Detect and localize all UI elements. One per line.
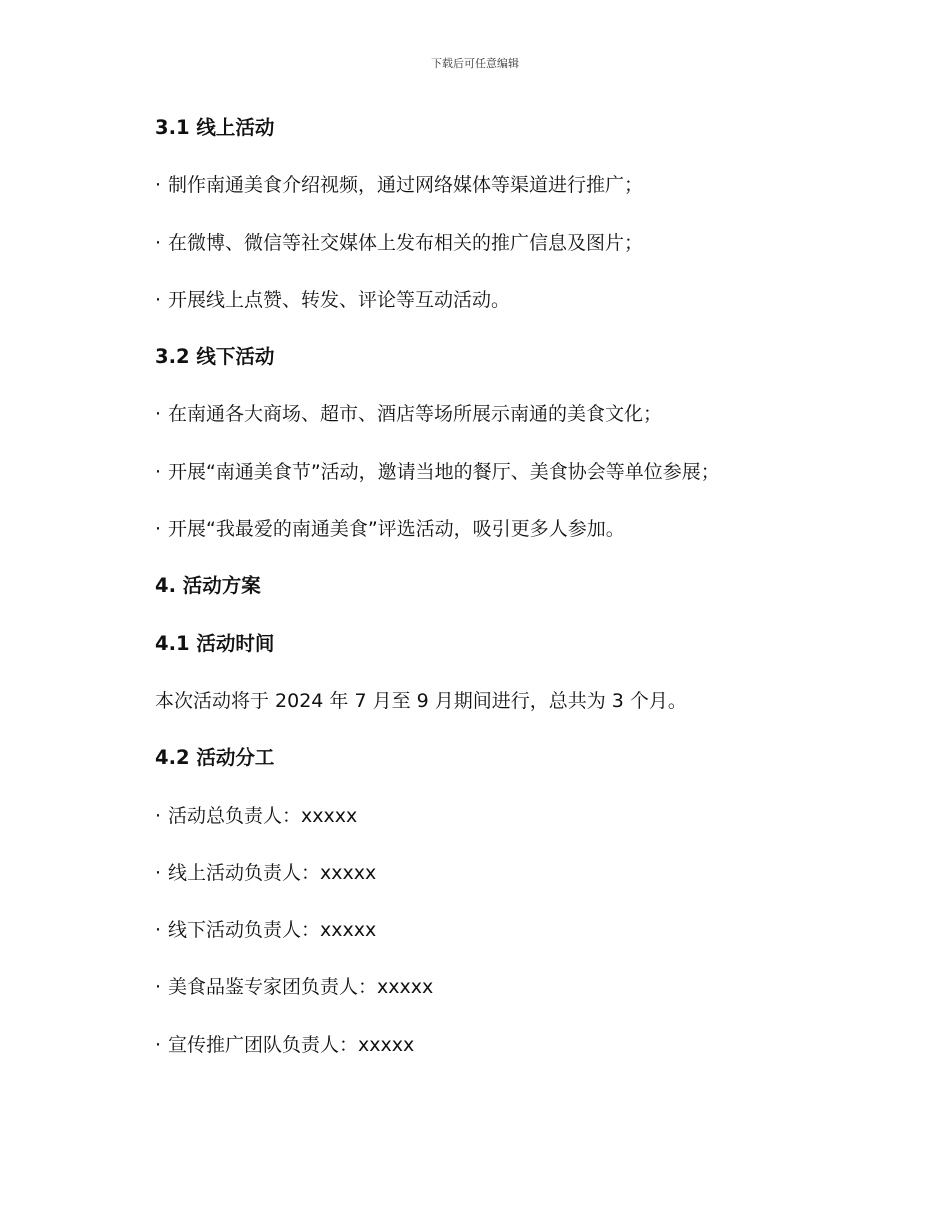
heading-text: 3.2 线下活动 bbox=[155, 345, 275, 369]
page-header-note: 下载后可任意编辑 bbox=[431, 57, 519, 70]
bullet-item bbox=[155, 285, 855, 342]
bullet-item bbox=[155, 1030, 855, 1087]
heading-text: 3.1 线上活动 bbox=[155, 116, 275, 139]
bullet-text: 开展线上点赞、转发、评论等互动活动。 bbox=[168, 288, 511, 311]
heading-text: 4.2 活动分工 bbox=[155, 746, 275, 770]
bullet-dot: · bbox=[155, 804, 162, 827]
heading-text: 4.1 活动时间 bbox=[155, 631, 275, 655]
bullet-dot: · bbox=[155, 174, 162, 197]
bullet-dot: · bbox=[155, 919, 162, 942]
document-body bbox=[155, 113, 855, 1087]
bullet-dot: · bbox=[155, 1033, 162, 1056]
section-heading-4-1 bbox=[155, 629, 855, 686]
bullet-text: 开展“我最爱的南通美食”评选活动，吸引更多人参加。 bbox=[168, 518, 625, 541]
bullet-text: 活动总负责人：xxxxx bbox=[168, 804, 358, 827]
bullet-text: 美食品鉴专家团负责人：xxxxx bbox=[168, 976, 434, 999]
bullet-item bbox=[155, 399, 855, 456]
bullet-dot: · bbox=[155, 231, 162, 254]
bullet-dot: · bbox=[155, 518, 162, 541]
bullet-item bbox=[155, 972, 855, 1029]
paragraph-text bbox=[155, 686, 855, 743]
bullet-item bbox=[155, 457, 855, 514]
section-heading-4-2 bbox=[155, 743, 855, 800]
section-heading-3-2 bbox=[155, 342, 855, 399]
bullet-item bbox=[155, 228, 855, 285]
bullet-dot: · bbox=[155, 403, 162, 426]
bullet-item bbox=[155, 915, 855, 972]
section-heading-3-1 bbox=[155, 113, 855, 170]
bullet-text: 线上活动负责人：xxxxx bbox=[168, 861, 377, 884]
paragraph-body: 本次活动将于 2024 年 7 月至 9 月期间进行，总共为 3 个月。 bbox=[155, 689, 687, 712]
bullet-text: 在南通各大商场、超市、酒店等场所展示南通的美食文化； bbox=[168, 403, 663, 426]
bullet-dot: · bbox=[155, 460, 162, 483]
bullet-item bbox=[155, 170, 855, 227]
bullet-text: 宣传推广团队负责人：xxxxx bbox=[168, 1033, 415, 1056]
bullet-text: 线下活动负责人：xxxxx bbox=[168, 919, 377, 942]
section-heading-4 bbox=[155, 571, 855, 628]
heading-text: 4. 活动方案 bbox=[155, 574, 261, 598]
bullet-text: 开展“南通美食节”活动，邀请当地的餐厅、美食协会等单位参展； bbox=[168, 460, 720, 483]
bullet-dot: · bbox=[155, 861, 162, 884]
bullet-dot: · bbox=[155, 976, 162, 999]
bullet-item bbox=[155, 514, 855, 571]
bullet-text: 制作南通美食介绍视频，通过网络媒体等渠道进行推广； bbox=[168, 174, 644, 197]
bullet-text: 在微博、微信等社交媒体上发布相关的推广信息及图片； bbox=[168, 231, 644, 254]
bullet-dot: · bbox=[155, 288, 162, 311]
bullet-item bbox=[155, 858, 855, 915]
bullet-item bbox=[155, 801, 855, 858]
